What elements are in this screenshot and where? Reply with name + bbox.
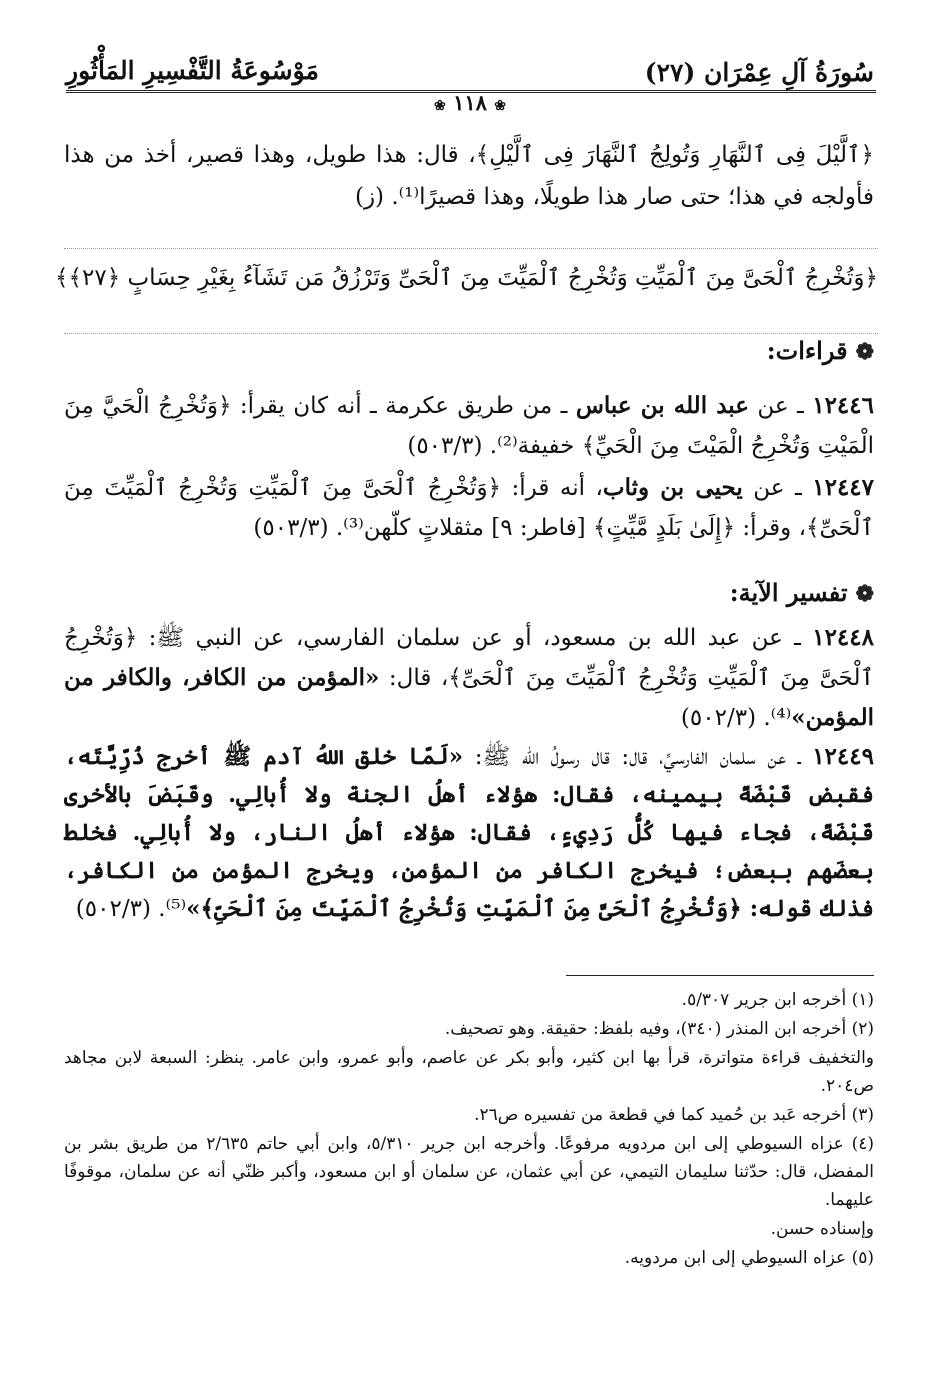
entry-end: ⁽⁴⁾. (٥٠٢/٣) (680, 705, 792, 731)
flower-ornament-icon: ❁ (855, 581, 874, 607)
entry-prefix: ـ عن (748, 393, 813, 419)
entry-text: ـ عن سلمان الفارسيِّ، قال: قال رسولُ الله ﷺ: (463, 744, 813, 770)
hadith-text: «المؤمن من الكافر، والكافر من المؤمن» (64, 664, 874, 731)
entry-text: ، أنه قرأ: ﴿وَتُخْرِجُ ٱلْحَىَّ مِنَ ٱلْمَيِّتِ وَتُخْرِجُ ٱلْمَيِّتَ مِنَ ٱلْحَىِّ﴾، وقرأ: ﴿إِلَىٰ بَلَدٍ مَّيِّتٍ﴾ [فاطر: ٩] مثقلاتٍ كلّهن⁽³⁾. (٥٠٣/٣) (64, 475, 874, 541)
section-title: قراءات: (766, 336, 848, 365)
footnotes (64, 986, 874, 1273)
ornament-icon: ❀ (434, 98, 446, 114)
footnote-rule (566, 975, 874, 976)
section-heading-qiraat (767, 336, 874, 365)
entry-12447 (64, 468, 874, 548)
verse-box (55, 248, 878, 334)
entry-number: ١٢٤٤٧ (812, 474, 875, 501)
flower-ornament-icon: ❁ (855, 339, 874, 365)
footnote: (٥) عزاه السيوطي إلى ابن مردويه. (624, 1248, 874, 1268)
hadith-text: «لَمّا خلق اللهُ آدم ﷺ أخرج ذُرِّيَّتَه، فقبض قَبْضَةً بيمينه، فقال: هؤلاء أهلُ الجنة ولا أُبالِي. وقَبَضَ بالأخرى قَبْضَةً، فجاء فيها كُلُّ رَدِيءٍ، فقال: هؤلاء أهلُ النار، ولا أُبالِي. فخلط بعضَهم ببعض؛ فيخرج الكافر من المؤمن، ويخرج المؤمن من الكافر، فذلك قوله: ﴿وَتُخْرِجُ ٱلْحَىَّ مِنَ ٱلْمَيِّتِ وَتُخْرِجُ ٱلْمَيِّتَ مِنَ ٱلْحَىِّ﴾» (64, 743, 874, 922)
footnote: وإسناده حسن. (770, 1219, 874, 1239)
entry-12449 (64, 738, 874, 928)
intro-paragraph: ﴿ٱلَّيْلَ فِى ٱلنَّهَارِ وَتُولِجُ ٱلنَّهَارَ فِى ٱلَّيْلِ﴾، قال: هذا طويل، وهذا قصير، أخذ من هذا فأولجه في هذا؛ حتى صار هذا طويلًا، وهذا قصيرًا⁽¹⁾. (ز) (64, 142, 874, 210)
entry-12446 (64, 386, 874, 466)
section-heading-tafsir (730, 578, 874, 607)
entry-number: ١٢٤٤٩ (812, 743, 874, 770)
narrator-name: يحيى بن وثاب (602, 474, 743, 501)
entry-number: ١٢٤٤٨ (812, 624, 874, 651)
footnote: (٣) أخرجه عَبد بن حُميد كما في قطعة من تفسيره ص٢٦. (474, 1105, 874, 1125)
footnote: (٤) عزاه السيوطي إلى ابن مردويه مرفوعًا. وأخرجه ابن جرير ٥/٣١٠، وابن أبي حاتم ٢/٦٣٥ من طريق بشر بن المفضل، قال: حدّثنا سليمان التيمي، عن أبي عثمان، عن سلمان أو ابن مسعود، وأكبر ظنّي أنه عن سلمان، موقوفًا عليهما. (64, 1134, 874, 1210)
footnote: (١) أخرجه ابن جرير ٥/٣٠٧. (681, 990, 874, 1010)
page-number: ١١٨ (453, 90, 487, 115)
page-number-block (395, 90, 545, 115)
book-header-title: مَوْسُوعَةُ التَّفْسِيرِ المَأْثُورِ (66, 56, 319, 85)
entry-text: ـ من طريق عكرمة ـ أنه كان يقرأ: ﴿وَتُخْرِجُ الْحَيَّ مِنَ الْمَيْتِ وَتُخْرِجُ الْمَيْتَ مِنَ الْحَيِّ﴾ خفيفة⁽²⁾. (٥٠٣/٣) (64, 393, 874, 459)
footnote: (٢) أخرجه ابن المنذر (٣٤٠)، وفيه بلفظ: حقيقة. وهو تصحيف. (444, 1019, 874, 1039)
entry-end: ⁽⁵⁾. (٥٠٢/٣) (75, 896, 187, 922)
section-title: تفسير الآية: (729, 578, 848, 607)
entry-number: ١٢٤٤٦ (812, 392, 874, 419)
ornament-icon: ❀ (494, 98, 506, 114)
quran-verse: ﴿وَتُخْرِجُ ٱلْحَىَّ مِنَ ٱلْمَيِّتِ وَتُخْرِجُ ٱلْمَيِّتَ مِنَ ٱلْحَىِّ وَتَرْزُقُ مَن تَشَآءُ بِغَيْرِ حِسَابٍ ﴿٢٧﴾﴾ (55, 265, 878, 291)
entry-text: ـ عن عبد الله بن مسعود، أو عن سلمان الفارسي، عن النبي ﷺ: ﴿وَتُخْرِجُ ٱلْحَىَّ مِنَ ٱلْمَيِّتِ وَتُخْرِجُ ٱلْمَيِّتَ مِنَ ٱلْحَىِّ﴾، قال: (64, 625, 874, 691)
footnote: والتخفيف قراءة متواترة، قرأ بها ابن كثير، وأبو بكر عن عاصم، وأبو عمرو، وابن عامر. ينظر: السبعة لابن مجاهد ص٢٠٤. (64, 1048, 874, 1096)
surah-header-title: سُورَةُ آلِ عِمْرَان (٢٧) (644, 58, 874, 87)
narrator-name: عبد الله بن عباس (575, 392, 749, 419)
entry-12448 (64, 618, 874, 738)
entry-prefix: ـ عن (742, 475, 813, 501)
